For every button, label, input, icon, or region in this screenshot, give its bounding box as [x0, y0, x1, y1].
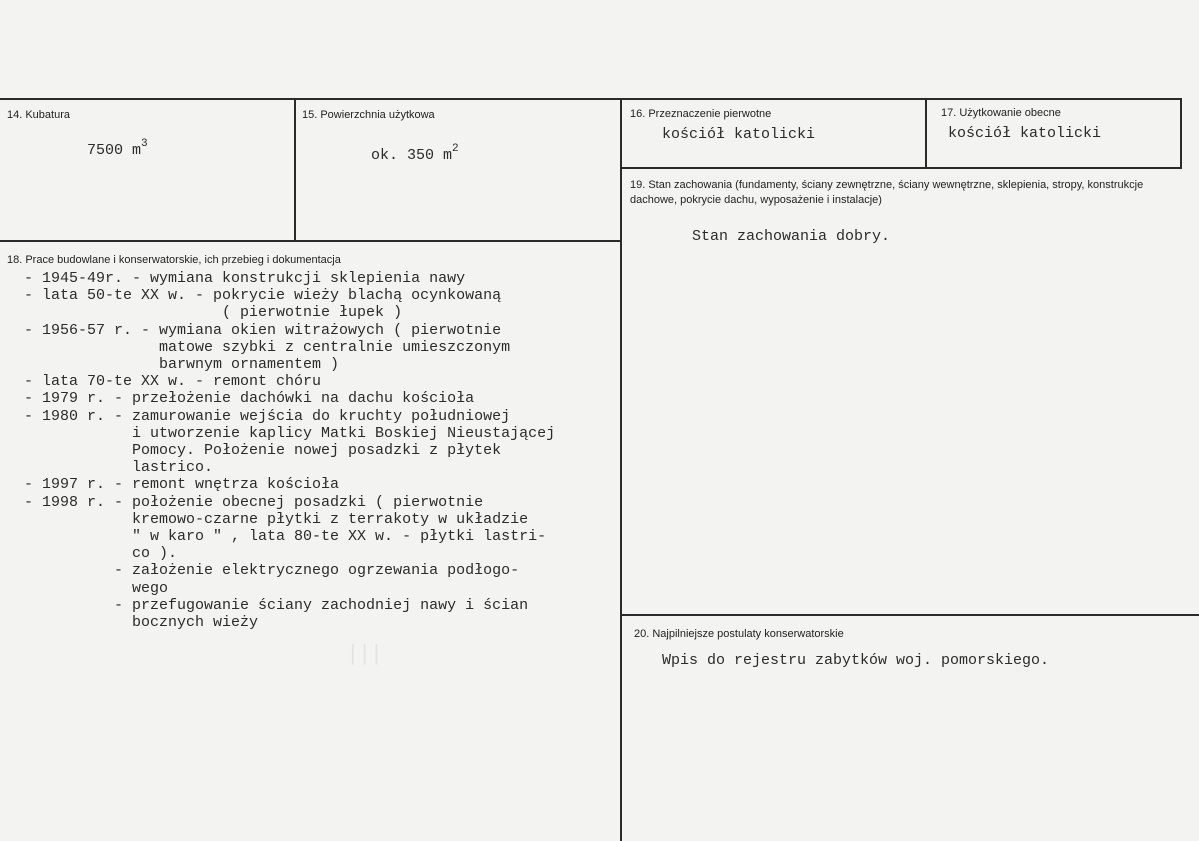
kubatura-exponent: 3 — [141, 138, 148, 150]
col-divider-main — [620, 98, 622, 841]
prace-line: matowe szybki z centralnie umieszczonym — [6, 338, 511, 356]
prace-lines — [6, 270, 555, 631]
prace-line: lastrico. — [6, 459, 214, 477]
przeznaczenie-value: kościół katolicki — [662, 126, 816, 143]
uzytkowanie-value: kościół katolicki — [948, 125, 1102, 142]
kubatura-label: 14. Kubatura — [7, 109, 70, 121]
right-border-line — [1180, 98, 1182, 168]
col-divider-16-17 — [925, 98, 927, 168]
prace-line: - 1997 r. - remont wnętrza kościoła — [6, 476, 340, 494]
prace-line: barwnym ornamentem ) — [6, 356, 340, 374]
powierzchnia-label: 15. Powierzchnia użytkowa — [302, 109, 435, 121]
prace-line: - lata 70-te XX w. - remont chóru — [6, 373, 322, 391]
row2-left-divider — [0, 240, 620, 242]
prace-line: - lata 50-te XX w. - pokrycie wieży blachą ocynkowaną — [6, 287, 502, 305]
prace-line: " w karo " , lata 80-te XX w. - płytki lastri- — [6, 528, 547, 546]
row1-right-divider — [620, 167, 1182, 169]
prace-line: kremowo-czarne płytki z terrakoty w układzie — [6, 510, 529, 528]
prace-line: Pomocy. Położenie nowej posadzki z płytek — [6, 442, 502, 460]
prace-line: - 1979 r. - przełożenie dachówki na dachu kościoła — [6, 390, 475, 408]
powierzchnia-value — [371, 145, 459, 164]
powierzchnia-number: ok. 350 m — [371, 147, 453, 164]
prace-line: ( pierwotnie łupek ) — [6, 304, 403, 322]
uzytkowanie-label: 17. Użytkowanie obecne — [941, 107, 1061, 119]
stan-label: 19. Stan zachowania (fundamenty, ściany zewnętrzne, ściany wewnętrzne, sklepienia, stropy, konstrukcje dachowe, pokrycie dachu, wyposażenie i instalacje) — [630, 179, 1144, 206]
prace-line: i utworzenie kaplicy Matki Boskiej Nieustającej — [6, 424, 556, 442]
stan-value: Stan zachowania dobry. — [692, 228, 891, 245]
reverse-side-bleed: | | | — [350, 640, 380, 665]
prace-line: bocznych wieży — [6, 614, 259, 632]
prace-line: - 1980 r. - zamurowanie wejścia do kruchty południowej — [6, 407, 511, 425]
prace-label: 18. Prace budowlane i konserwatorskie, ich przebieg i dokumentacja — [7, 254, 341, 266]
prace-line: - 1998 r. - położenie obecnej posadzki ( pierwotnie — [6, 493, 484, 511]
prace-line: co ). — [6, 545, 178, 563]
prace-line: - 1945-49r. - wymiana konstrukcji sklepienia nawy — [6, 270, 466, 287]
row3-right-divider — [622, 614, 1199, 616]
prace-line: - 1956-57 r. - wymiana okien witrażowych ( pierwotnie — [6, 321, 502, 339]
przeznaczenie-label: 16. Przeznaczenie pierwotne — [630, 108, 772, 120]
powierzchnia-exponent: 2 — [452, 143, 459, 155]
prace-line: - założenie elektrycznego ogrzewania podłogo- — [6, 562, 520, 580]
postulaty-label: 20. Najpilniejsze postulaty konserwatorskie — [634, 628, 844, 640]
postulaty-value: Wpis do rejestru zabytków woj. pomorskiego. — [662, 652, 1050, 669]
kubatura-number: 7500 m — [87, 142, 142, 159]
top-border-line — [0, 98, 1182, 100]
prace-line: wego — [6, 579, 169, 597]
kubatura-value — [87, 140, 148, 159]
prace-line: - przefugowanie ściany zachodniej nawy i ścian — [6, 596, 529, 614]
col-divider-14-15 — [294, 98, 296, 240]
